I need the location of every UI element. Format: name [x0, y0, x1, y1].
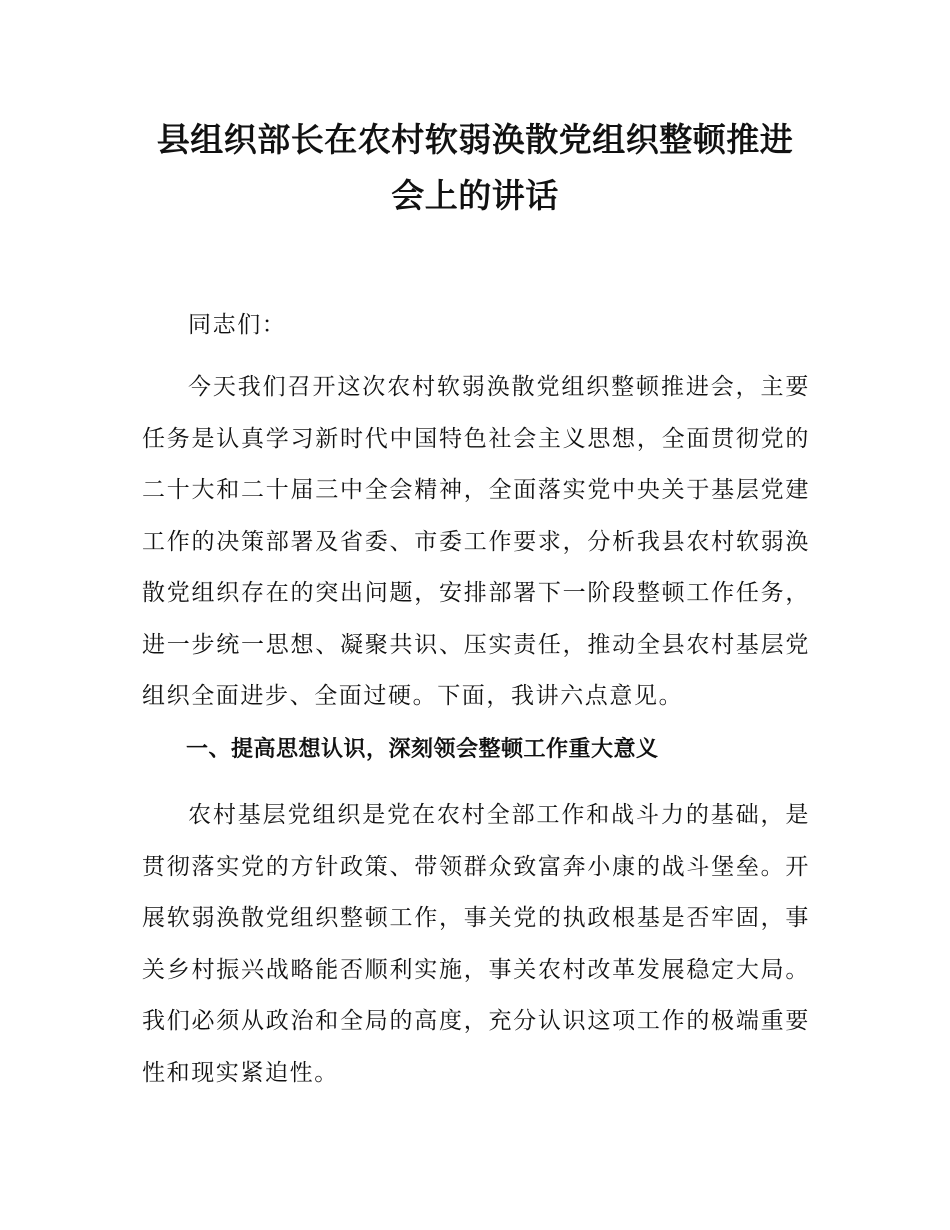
- title-line-2: 会上的讲话: [391, 176, 559, 215]
- section-1-paragraph: 农村基层党组织是党在农村全部工作和战斗力的基础，是贯彻落实党的方针政策、带领群众致富奔小康的战斗堡垒。开展软弱涣散党组织整顿工作，事关党的执政根基是否牢固，事关乡村振兴战略能否顺利实施，事关农村改革发展稳定大局。我们必须从政治和全局的高度，充分认识这项工作的极端重要性和现实紧迫性。: [142, 802, 810, 1086]
- title-line-1: 县组织部长在农村软弱涣散党组织整顿推进: [156, 120, 794, 159]
- salutation: 同志们：: [188, 312, 287, 338]
- document-title: [140, 112, 810, 224]
- intro-paragraph: 今天我们召开这次农村软弱涣散党组织整顿推进会，主要任务是认真学习新时代中国特色社会主义思想，全面贯彻党的二十大和二十届三中全会精神，全面落实党中央关于基层党建工作的决策部署及省委、市委工作要求，分析我县农村软弱涣散党组织存在的突出问题，安排部署下一阶段整顿工作任务，进一步统一思想、凝聚共识、压实责任，推动全县农村基层党组织全面进步、全面过硬。下面，我讲六点意见。: [142, 374, 810, 709]
- section-heading-1: 一、提高思想认识，深刻领会整顿工作重大意义: [186, 737, 659, 762]
